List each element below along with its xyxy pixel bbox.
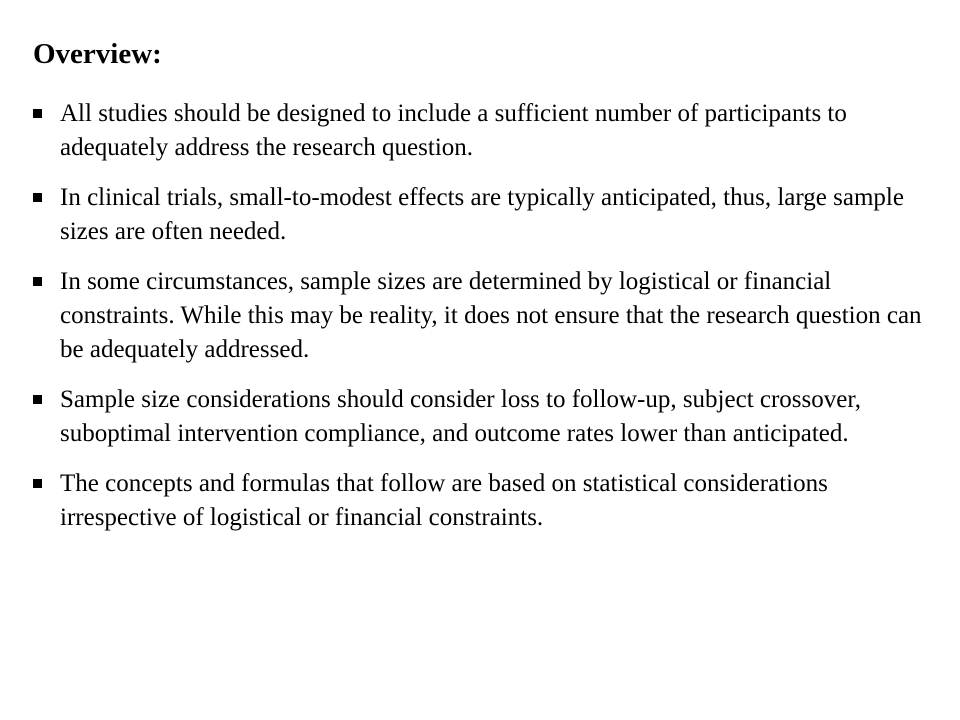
square-bullet-icon bbox=[33, 193, 42, 202]
bullet-text: All studies should be designed to include a sufficient number of participants to adequately address the research question. bbox=[60, 100, 847, 161]
bullet-item bbox=[33, 265, 943, 367]
square-bullet-icon bbox=[33, 109, 42, 118]
square-bullet-icon bbox=[33, 277, 42, 286]
bullet-text: In clinical trials, small-to-modest effects are typically anticipated, thus, large sample sizes are often needed. bbox=[60, 184, 904, 245]
square-bullet-icon bbox=[33, 479, 42, 488]
square-bullet-icon bbox=[33, 395, 42, 404]
bullet-item bbox=[33, 181, 943, 249]
bullet-item bbox=[33, 383, 943, 451]
bullet-text: In some circumstances, sample sizes are determined by logistical or financial constraints. While this may be reality, it does not ensure that the research question can be adequately addressed. bbox=[60, 268, 922, 363]
bullet-text: The concepts and formulas that follow are based on statistical considerations irrespective of logistical or financial constraints. bbox=[60, 470, 828, 531]
bullet-list bbox=[33, 97, 943, 551]
bullet-item bbox=[33, 467, 943, 535]
slide-title: Overview: bbox=[33, 38, 162, 70]
bullet-item bbox=[33, 97, 943, 165]
bullet-text: Sample size considerations should consider loss to follow-up, subject crossover, suboptimal intervention compliance, and outcome rates lower than anticipated. bbox=[60, 386, 861, 447]
